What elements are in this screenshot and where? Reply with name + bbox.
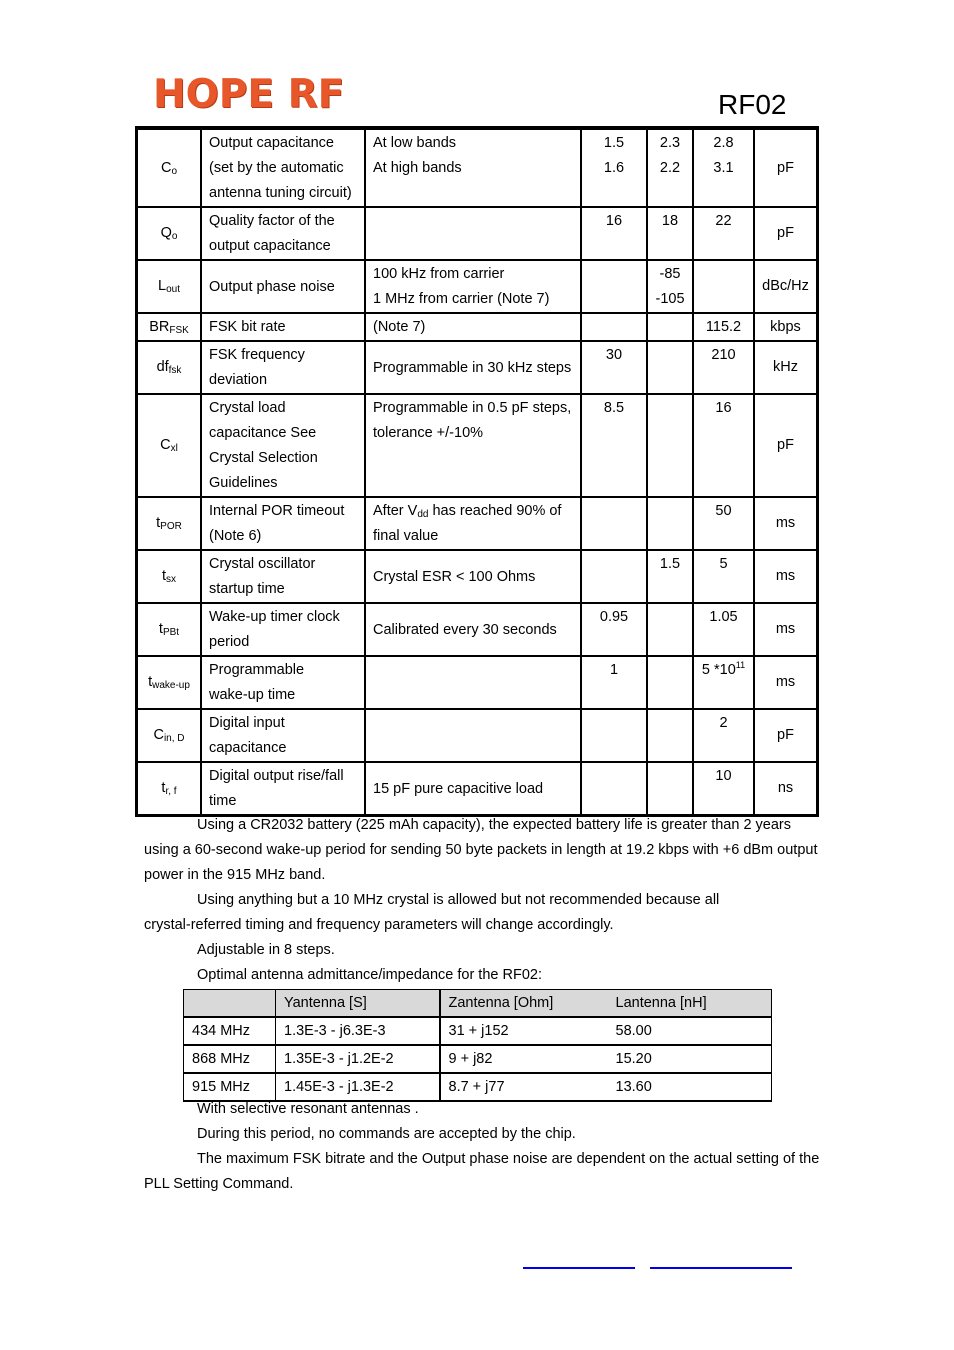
symbol-cell bbox=[137, 709, 201, 762]
condition-cell bbox=[365, 129, 581, 207]
spec-row bbox=[137, 260, 817, 313]
typ-cell bbox=[647, 129, 693, 207]
unit-cell: kHz bbox=[754, 341, 817, 394]
parameter-line: startup time bbox=[209, 581, 285, 597]
unit-cell: pF bbox=[754, 129, 817, 207]
max-value: 50 bbox=[715, 503, 732, 519]
max-cell bbox=[693, 207, 754, 260]
unit-cell: dBc/Hz bbox=[754, 260, 817, 313]
max-value: 2.8 bbox=[713, 135, 734, 151]
antenna-header-cell: Zantenna [Ohm] bbox=[440, 990, 608, 1018]
symbol-main: BR bbox=[149, 318, 170, 335]
condition-line: Programmable in 30 kHz steps bbox=[373, 359, 572, 376]
condition-line: tolerance +/-10% bbox=[373, 425, 484, 441]
max-value: 10 bbox=[715, 768, 732, 784]
max-value: 1.05 bbox=[709, 609, 738, 625]
parameter-cell bbox=[201, 550, 365, 603]
unit-cell: ms bbox=[754, 603, 817, 656]
footer-link-2[interactable] bbox=[650, 1267, 792, 1269]
symbol-cell bbox=[137, 260, 201, 313]
symbol-cell bbox=[137, 603, 201, 656]
max-cell bbox=[693, 497, 754, 550]
spec-row bbox=[137, 603, 817, 656]
max-cell bbox=[693, 260, 754, 313]
note-1-line-3: power in the 915 MHz band. bbox=[144, 867, 326, 883]
min-value: 0.95 bbox=[599, 609, 629, 625]
antenna-table bbox=[183, 989, 772, 1102]
typ-cell bbox=[647, 497, 693, 550]
typ-value: -105 bbox=[655, 291, 685, 307]
parameter-line: Output capacitance bbox=[209, 135, 334, 151]
condition-line: Programmable in 0.5 pF steps, bbox=[373, 400, 572, 416]
symbol-cell bbox=[137, 497, 201, 550]
unit-cell: pF bbox=[754, 709, 817, 762]
min-cell bbox=[581, 341, 647, 394]
symbol-subscript: r, f bbox=[165, 786, 177, 797]
condition-text: has reached 90% of bbox=[428, 503, 562, 519]
antenna-cell: 58.00 bbox=[608, 1017, 772, 1045]
symbol-main: df bbox=[156, 359, 169, 375]
min-value: 1.6 bbox=[603, 160, 625, 176]
symbol-cell bbox=[137, 550, 201, 603]
parameter-line: Crystal oscillator bbox=[209, 556, 316, 572]
max-value: 5 bbox=[719, 556, 728, 572]
typ-cell bbox=[647, 394, 693, 497]
condition-subscript: dd bbox=[417, 509, 429, 520]
symbol-subscript: o bbox=[171, 231, 178, 242]
antenna-cell: 15.20 bbox=[608, 1045, 772, 1073]
antenna-cell: 434 MHz bbox=[184, 1017, 276, 1045]
max-value: 3.1 bbox=[713, 160, 734, 176]
symbol-subscript: fsk bbox=[168, 365, 182, 376]
max-cell bbox=[693, 709, 754, 762]
parameter-line: Crystal Selection bbox=[209, 450, 318, 466]
parameter-cell bbox=[201, 497, 365, 550]
symbol-main: Q bbox=[160, 225, 172, 241]
antenna-header-row bbox=[184, 990, 772, 1018]
note-7-line-2: PLL Setting Command. bbox=[144, 1176, 294, 1192]
symbol-main: t bbox=[156, 515, 161, 531]
condition-line: final value bbox=[373, 528, 439, 544]
symbol-cell bbox=[137, 129, 201, 207]
typ-cell bbox=[647, 656, 693, 709]
antenna-row bbox=[184, 1017, 772, 1045]
parameter-line: Output phase noise bbox=[209, 278, 335, 295]
max-cell bbox=[693, 129, 754, 207]
condition-cell bbox=[365, 709, 581, 762]
antenna-cell: 9 + j82 bbox=[440, 1045, 608, 1073]
antenna-row bbox=[184, 1045, 772, 1073]
min-cell bbox=[581, 550, 647, 603]
antenna-header-cell: Yantenna [S] bbox=[276, 990, 440, 1018]
max-value: 2 bbox=[719, 715, 728, 731]
parameter-cell bbox=[201, 762, 365, 815]
symbol-main: t bbox=[161, 568, 167, 584]
antenna-cell: 868 MHz bbox=[184, 1045, 276, 1073]
condition-line: Calibrated every 30 seconds bbox=[373, 621, 557, 638]
symbol-cell bbox=[137, 207, 201, 260]
max-cell bbox=[693, 394, 754, 497]
min-cell bbox=[581, 762, 647, 815]
antenna-header-cell: Lantenna [nH] bbox=[608, 990, 772, 1018]
note-3: Adjustable in 8 steps. bbox=[197, 942, 335, 958]
parameter-cell bbox=[201, 129, 365, 207]
unit-cell: ms bbox=[754, 497, 817, 550]
parameter-line: (Note 6) bbox=[209, 528, 262, 544]
spec-row bbox=[137, 129, 817, 207]
typ-value: 2.3 bbox=[659, 135, 681, 151]
symbol-subscript: o bbox=[171, 165, 178, 177]
parameter-line: time bbox=[209, 793, 237, 809]
parameter-line: FSK frequency bbox=[209, 347, 305, 363]
symbol-main: t bbox=[161, 780, 166, 796]
typ-value: 1.5 bbox=[659, 556, 681, 572]
condition-line bbox=[373, 499, 574, 524]
symbol-subscript: POR bbox=[160, 521, 182, 532]
parameter-line: Digital output rise/fall bbox=[209, 768, 344, 784]
symbol-subscript: in, D bbox=[163, 733, 185, 744]
condition-line: (Note 7) bbox=[373, 319, 426, 335]
symbol-main: C bbox=[160, 437, 171, 453]
min-cell bbox=[581, 207, 647, 260]
max-value: 22 bbox=[715, 213, 732, 229]
min-cell bbox=[581, 603, 647, 656]
max-cell bbox=[693, 762, 754, 815]
min-cell bbox=[581, 260, 647, 313]
symbol-subscript: PBt bbox=[162, 627, 180, 638]
parameter-cell bbox=[201, 341, 365, 394]
parameter-line: Wake-up timer clock bbox=[209, 609, 340, 625]
parameter-cell bbox=[201, 709, 365, 762]
condition-cell bbox=[365, 207, 581, 260]
condition-cell bbox=[365, 603, 581, 656]
spec-row bbox=[137, 497, 817, 550]
min-cell bbox=[581, 656, 647, 709]
typ-cell bbox=[647, 260, 693, 313]
condition-line: 15 pF pure capacitive load bbox=[373, 780, 544, 797]
model-name: RF02 bbox=[718, 89, 787, 120]
typ-cell bbox=[647, 762, 693, 815]
note-6: During this period, no commands are accepted by the chip. bbox=[197, 1126, 576, 1142]
symbol-main: t bbox=[148, 674, 153, 690]
min-value: 1.5 bbox=[603, 135, 625, 151]
spec-row bbox=[137, 656, 817, 709]
max-cell bbox=[693, 603, 754, 656]
condition-cell bbox=[365, 656, 581, 709]
min-cell bbox=[581, 497, 647, 550]
condition-cell bbox=[365, 341, 581, 394]
symbol-cell bbox=[137, 394, 201, 497]
parameter-cell bbox=[201, 656, 365, 709]
spec-row bbox=[137, 709, 817, 762]
condition-cell bbox=[365, 394, 581, 497]
parameter-line: deviation bbox=[209, 372, 268, 388]
max-value bbox=[696, 658, 751, 683]
antenna-cell: 13.60 bbox=[608, 1073, 772, 1101]
note-1-line-2: using a 60-second wake-up period for sending 50 byte packets in length at 19.2 kbps with +6 dBm output bbox=[144, 842, 818, 858]
note-1-line-1: Using a CR2032 battery (225 mAh capacity), the expected battery life is greater than 2 years bbox=[197, 817, 792, 833]
max-cell bbox=[693, 341, 754, 394]
parameter-line: FSK bit rate bbox=[209, 319, 286, 335]
typ-value: 18 bbox=[661, 213, 679, 229]
footer-link-1[interactable] bbox=[523, 1267, 635, 1269]
typ-cell bbox=[647, 603, 693, 656]
max-cell bbox=[693, 313, 754, 341]
note-4: Optimal antenna admittance/impedance for the RF02: bbox=[197, 967, 542, 983]
parameter-line: output capacitance bbox=[209, 238, 331, 254]
condition-line: 1 MHz from carrier (Note 7) bbox=[373, 291, 550, 307]
max-cell bbox=[693, 550, 754, 603]
symbol-main: L bbox=[158, 278, 167, 294]
note-2-line-1: Using anything but a 10 MHz crystal is allowed but not recommended because all bbox=[197, 892, 720, 908]
unit-cell: ns bbox=[754, 762, 817, 815]
min-value: 8.5 bbox=[603, 400, 625, 416]
note-5: With selective resonant antennas . bbox=[197, 1101, 419, 1117]
symbol-subscript: xl bbox=[170, 443, 178, 454]
parameter-line: capacitance bbox=[209, 740, 287, 756]
unit-cell: pF bbox=[754, 394, 817, 497]
symbol-subscript: sx bbox=[166, 574, 177, 585]
condition-line: At low bands bbox=[373, 135, 457, 151]
parameter-line: (set by the automatic bbox=[209, 160, 344, 176]
parameter-cell bbox=[201, 313, 365, 341]
parameter-line: period bbox=[209, 634, 250, 650]
antenna-cell: 1.45E-3 - j1.3E-2 bbox=[276, 1073, 440, 1101]
unit-cell: kbps bbox=[754, 313, 817, 341]
condition-cell bbox=[365, 550, 581, 603]
antenna-cell: 31 + j152 bbox=[440, 1017, 608, 1045]
min-cell bbox=[581, 709, 647, 762]
parameter-line: Guidelines bbox=[209, 475, 278, 491]
min-value: 30 bbox=[605, 347, 623, 363]
condition-line: Crystal ESR < 100 Ohms bbox=[373, 568, 536, 585]
parameter-line: Quality factor of the bbox=[209, 213, 335, 229]
condition-cell bbox=[365, 313, 581, 341]
antenna-cell: 8.7 + j77 bbox=[440, 1073, 608, 1101]
typ-cell bbox=[647, 709, 693, 762]
condition-cell bbox=[365, 497, 581, 550]
max-value-base: 5 *10 bbox=[701, 662, 736, 678]
parameter-cell bbox=[201, 603, 365, 656]
symbol-subscript: wake-up bbox=[152, 680, 190, 691]
note-7-line-1: The maximum FSK bitrate and the Output phase noise are dependent on the actual setting of the bbox=[197, 1151, 820, 1167]
spec-table bbox=[135, 126, 819, 817]
spec-row bbox=[137, 207, 817, 260]
max-cell bbox=[693, 656, 754, 709]
max-value: 115.2 bbox=[705, 319, 742, 335]
min-value: 16 bbox=[605, 213, 623, 229]
antenna-header-cell bbox=[184, 990, 276, 1018]
parameter-cell bbox=[201, 207, 365, 260]
symbol-cell bbox=[137, 313, 201, 341]
unit-cell: ms bbox=[754, 550, 817, 603]
condition-cell bbox=[365, 260, 581, 313]
symbol-cell bbox=[137, 762, 201, 815]
unit-cell: pF bbox=[754, 207, 817, 260]
spec-row bbox=[137, 762, 817, 815]
symbol-cell bbox=[137, 656, 201, 709]
symbol-main: t bbox=[158, 621, 163, 637]
parameter-line: Internal POR timeout bbox=[209, 503, 345, 519]
symbol-main: C bbox=[153, 727, 164, 743]
max-value: 16 bbox=[715, 400, 732, 416]
typ-cell bbox=[647, 550, 693, 603]
parameter-line: capacitance See bbox=[209, 425, 317, 441]
symbol-main: C bbox=[160, 159, 172, 176]
antenna-cell: 915 MHz bbox=[184, 1073, 276, 1101]
parameter-line: Programmable bbox=[209, 662, 305, 678]
min-cell bbox=[581, 129, 647, 207]
hope-rf-logo: HOPE RF bbox=[153, 72, 345, 117]
condition-cell bbox=[365, 762, 581, 815]
condition-line: At high bands bbox=[373, 160, 462, 176]
parameter-line: wake-up time bbox=[209, 687, 296, 703]
symbol-subscript: FSK bbox=[169, 324, 189, 336]
parameter-cell bbox=[201, 394, 365, 497]
condition-text: After V bbox=[373, 503, 418, 519]
typ-value: -85 bbox=[659, 266, 681, 282]
spec-row bbox=[137, 341, 817, 394]
symbol-subscript: out bbox=[166, 284, 180, 295]
symbol-cell bbox=[137, 341, 201, 394]
typ-cell bbox=[647, 313, 693, 341]
spec-row bbox=[137, 550, 817, 603]
typ-cell bbox=[647, 341, 693, 394]
antenna-cell: 1.3E-3 - j6.3E-3 bbox=[276, 1017, 440, 1045]
parameter-cell bbox=[201, 260, 365, 313]
typ-cell bbox=[647, 207, 693, 260]
antenna-cell: 1.35E-3 - j1.2E-2 bbox=[276, 1045, 440, 1073]
parameter-line: antenna tuning circuit) bbox=[209, 185, 352, 201]
max-value: 210 bbox=[711, 347, 736, 363]
note-2-line-2: crystal-referred timing and frequency parameters will change accordingly. bbox=[144, 917, 614, 933]
max-value-exponent: 11 bbox=[735, 660, 746, 670]
min-value: 1 bbox=[609, 662, 619, 678]
spec-row bbox=[137, 313, 817, 341]
spec-row bbox=[137, 394, 817, 497]
condition-line: 100 kHz from carrier bbox=[373, 266, 505, 282]
min-cell bbox=[581, 313, 647, 341]
min-cell bbox=[581, 394, 647, 497]
typ-value: 2.2 bbox=[659, 160, 681, 176]
unit-cell: ms bbox=[754, 656, 817, 709]
parameter-line: Digital input bbox=[209, 715, 285, 731]
parameter-line: Crystal load bbox=[209, 400, 286, 416]
